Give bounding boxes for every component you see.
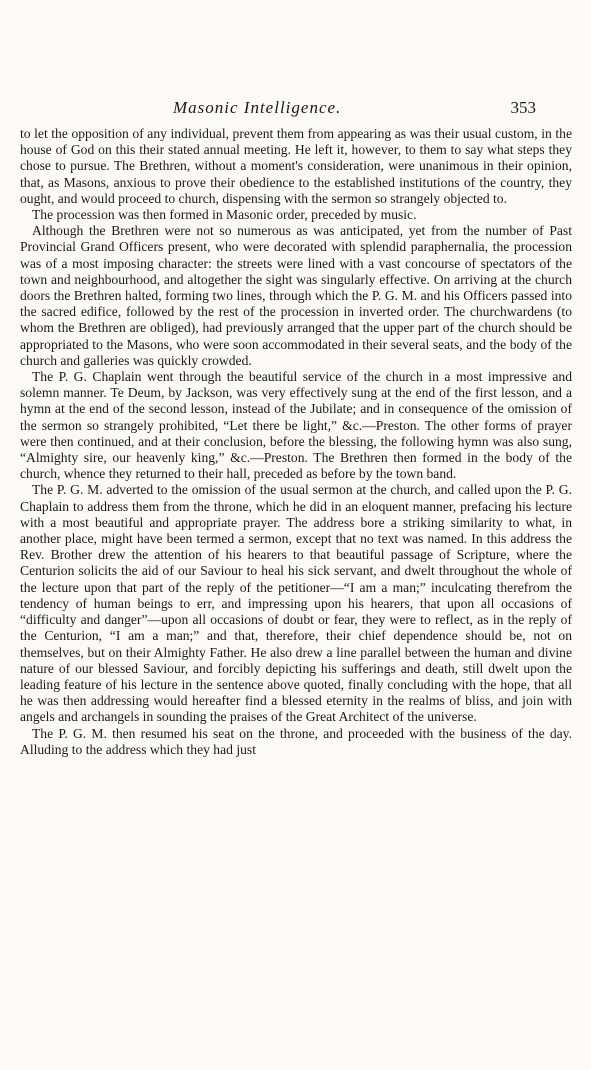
paragraph-1: to let the opposition of any individual, prevent them from appearing as was their usual custom, in the house of God on this their stated annual meeting. He left it, however, to them to say what steps they chose to pursue. The Brethren, without a moment's consideration, were unanimous in their opinion, that, as Masons, anxious to prove their obedience to the established institutions of the country, they ought, and would proceed to church, dispensing with the sermon so strangely objected to. [20, 126, 572, 206]
body-text [20, 126, 572, 758]
paragraph-6: The P. G. M. then resumed his seat on the throne, and proceeded with the business of the day. Alluding to the address which they had just [20, 725, 572, 757]
paragraph-4: The P. G. Chaplain went through the beautiful service of the church in a most impressive and solemn manner. Te Deum, by Jackson, was very effectively sung at the end of the first lesson, and a hymn at the end of the second lesson, instead of the Jubilate; and in consequence of the omission of the sermon so strangely prohibited, “Let there be light,” &c.—Preston. The other forms of prayer were then continued, and at their conclusion, before the blessing, the following hymn was also sung, “Almighty sire, our heavenly king,” &c.—Preston. The Brethren then formed in the body of the church, whence they returned to their hall, preceded as before by the town band. [20, 369, 572, 482]
paragraph-3: Although the Brethren were not so numerous as was anticipated, yet from the number of Past Provincial Grand Officers present, who were decorated with splendid paraphernalia, the procession was of a most imposing character: the streets were lined with a vast concourse of spectators of the town and neighbourhood, and altogether the sight was singularly effective. On arriving at the church doors the Brethren halted, forming two lines, through which the P. G. M. and his Officers passed into the sacred edifice, followed by the rest of the procession in inverted order. The churchwardens (to whom the Brethren are obliged), had previously arranged that the upper part of the church should be appropriated to the Masons, who were soon accommodated in their several seats, and the body of the church and galleries was quickly crowded. [20, 223, 572, 368]
running-head: Masonic Intelligence. [173, 98, 342, 117]
paragraph-5: The P. G. M. adverted to the omission of the usual sermon at the church, and called upon the P. G. Chaplain to address them from the throne, which he did in an eloquent manner, prefacing his lecture with a most beautiful and appropriate prayer. The address bore a striking similarity to what, in another place, might have been termed a sermon, except that no text was named. In this address the Rev. Brother drew the attention of his hearers to that beautiful passage of Scripture, where the Centurion solicits the aid of our Saviour to heal his sick servant, and dwelt throughout the whole of the lecture upon that part of the reply of the petitioner—“I am a man;” inculcating therefrom the tendency of human beings to err, and impressing upon his hearers, that upon all occasions of “difficulty and danger”—upon all occasions of doubt or fear, they were to reflect, as in the reply of the Centurion, “I am a man;” and that, therefore, their chief dependence should be, not on themselves, but on their Almighty Father. He also drew a line parallel between the human and divine nature of our blessed Saviour, and forcibly depicting his sufferings and death, still dwelt upon the leading feature of his lecture in the sentence above quoted, finally concluding with the hope, that all he was then addressing would hereafter find a blessed eternity in the realms of bliss, and join with angels and archangels in sounding the praises of the Great Architect of the universe. [20, 482, 572, 725]
paragraph-2: The procession was then formed in Masonic order, preceded by music. [32, 207, 417, 223]
page-number: 353 [510, 98, 536, 117]
